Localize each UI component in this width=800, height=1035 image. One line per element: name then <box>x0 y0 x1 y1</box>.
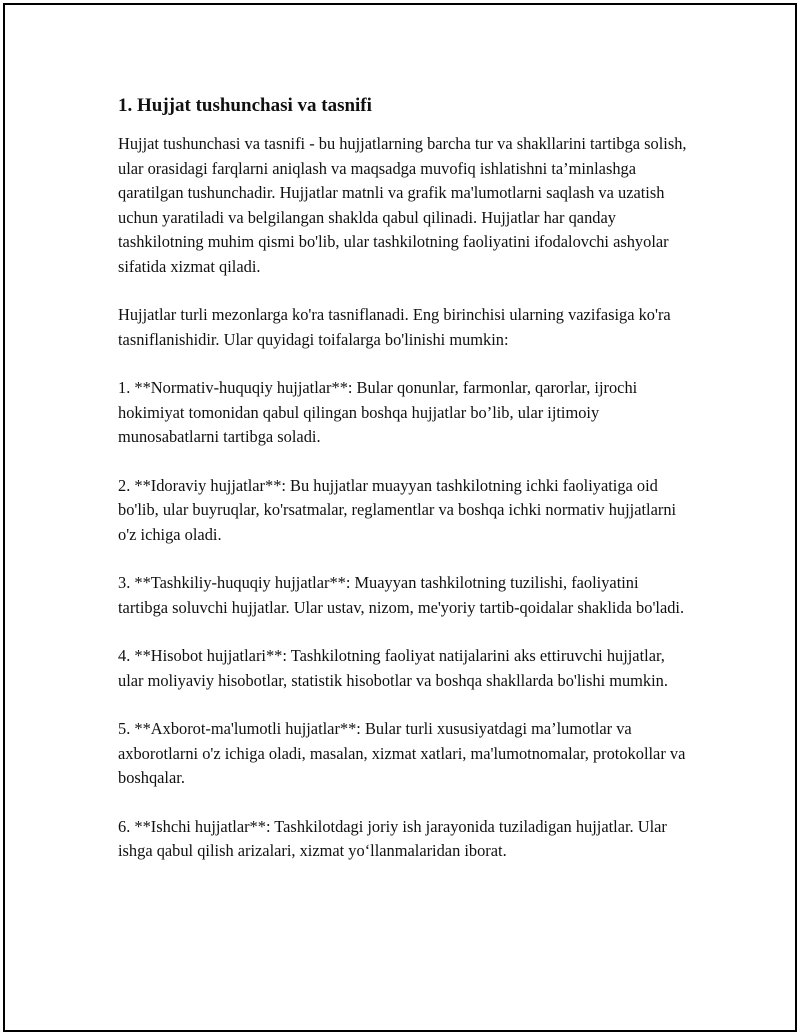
list-item-tashkiliy: 3. **Tashkiliy-huquqiy hujjatlar**: Muayyan tashkilotning tuzilishi, faoliyatini tartibga soluvchi hujjatlar. Ular ustav, nizom, me'yoriy tartib-qoidalar shaklida bo'ladi. <box>118 573 685 617</box>
document-title: 1. Hujjat tushunchasi va tasnifi <box>118 95 372 116</box>
intro-paragraph: Hujjat tushunchasi va tasnifi - bu hujjatlarning barcha tur va shakllarini tartibga solish, ular orasidagi farqlarni aniqlash va maqsadga muvofiq ishlatishni ta’minlashga qaratilgan tushunchadir. Hujjatlar matnli va grafik ma'lumotlarni saqlash va uzatish uchun yaratiladi va belgilangan shaklda qabul qilinadi. Hujjatlar har qanday tashkilotning muhim qismi bo'lib, ular tashkilotning faoliyatini ifodalovchi ashyolar sifatida xizmat qiladi. <box>118 134 687 276</box>
list-item-axborot: 5. **Axborot-ma'lumotli hujjatlar**: Bular turli xususiyatdagi ma’lumotlar va axborotlarni o'z ichiga oladi, masalan, xizmat xatlari, ma'lumotnomalar, protokollar va boshqalar. <box>118 719 686 787</box>
list-item-ishchi: 6. **Ishchi hujjatlar**: Tashkilotdagi joriy ish jarayonida tuziladigan hujjatlar. Ular ishga qabul qilish arizalari, xizmat yo‘llanmalaridan iborat. <box>118 816 667 860</box>
list-item-normativ: 1. **Normativ-huquqiy hujjatlar**: Bular qonunlar, farmonlar, qarorlar, ijrochi hokimiyat tomonidan qabul qilingan boshqa hujjatlar bo’lib, ular ijtimoiy munosabatlarni tartibga soladi. <box>118 378 638 446</box>
classification-paragraph: Hujjatlar turli mezonlarga ko'ra tasniflanadi. Eng birinchisi ularning vazifasiga ko'ra tasniflanishidir. Ular quyidagi toifalarga bo'linishi mumkin: <box>118 305 671 349</box>
list-item-idoraviy: 2. **Idoraviy hujjatlar**: Bu hujjatlar muayyan tashkilotning ichki faoliyatiga oid bo'lib, ular buyruqlar, ko'rsatmalar, reglamentlar va boshqa ichki normativ hujjatlarni o'z ichiga oladi. <box>118 475 677 544</box>
list-item-hisobot: 4. **Hisobot hujjatlari**: Tashkilotning faoliyat natijalarini aks ettiruvchi hujjatlar, ular moliyaviy hisobotlar, statistik hisobotlar va boshqa shakllarda bo'lishi mumkin. <box>118 646 668 690</box>
document-body <box>118 92 688 888</box>
